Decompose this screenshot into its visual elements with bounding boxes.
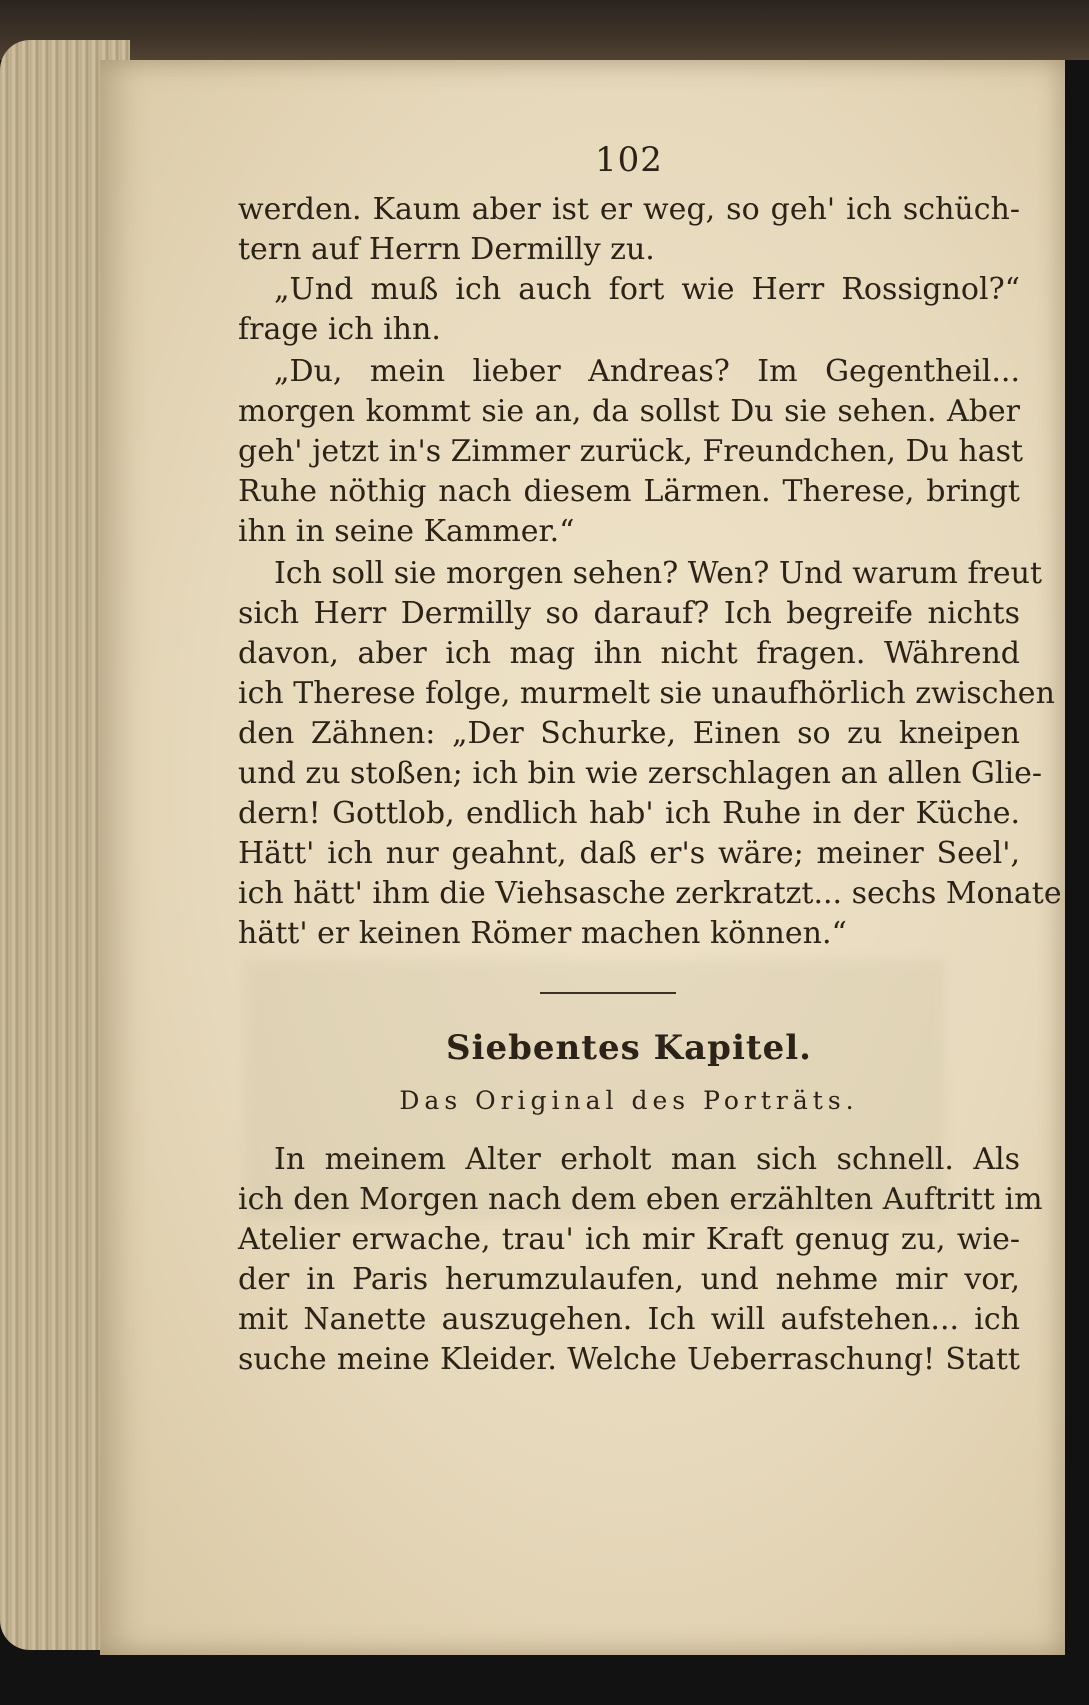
text-line: davon, aber ich mag ihn nicht fragen. Während [238, 636, 1020, 671]
text-line: hätt' er keinen Römer machen können.“ [238, 916, 847, 951]
text-line: mit Nanette auszugehen. Ich will aufstehen... ich [238, 1302, 1020, 1337]
text-line: der in Paris herumzulaufen, und nehme mir vor, [238, 1262, 1020, 1297]
text-line: dern! Gottlob, endlich hab' ich Ruhe in der Küche. [238, 796, 1020, 831]
section-divider [540, 992, 676, 994]
text-line: Ich soll sie morgen sehen? Wen? Und warum freut [274, 556, 1043, 591]
text-line: „Und muß ich auch fort wie Herr Rossignol?“ [274, 272, 1020, 307]
text-line: frage ich ihn. [238, 312, 441, 347]
text-line: ich hätt' ihm die Viehsasche zerkratzt... sechs Monate [238, 876, 1062, 911]
text-line: und zu stoßen; ich bin wie zerschlagen an allen Glie- [238, 756, 1042, 791]
page-number: 102 [595, 140, 663, 180]
chapter-subtitle: Das Original des Porträts. [399, 1086, 859, 1115]
text-line: Ruhe nöthig nach diesem Lärmen. Therese, bringt [238, 474, 1020, 509]
text-line: den Zähnen: „Der Schurke, Einen so zu kneipen [238, 716, 1020, 751]
text-line: sich Herr Dermilly so darauf? Ich begreife nichts [238, 596, 1020, 631]
text-line: ich Therese folge, murmelt sie unaufhörlich zwischen [238, 676, 1055, 711]
text-line: In meinem Alter erholt man sich schnell. Als [274, 1142, 1020, 1177]
text-line: werden. Kaum aber ist er weg, so geh' ich schüch- [238, 192, 1020, 227]
text-line: Atelier erwache, trau' ich mir Kraft genug zu, wie- [238, 1222, 1020, 1257]
text-line: tern auf Herrn Dermilly zu. [238, 232, 655, 267]
chapter-title: Siebentes Kapitel. [446, 1028, 812, 1068]
text-line: geh' jetzt in's Zimmer zurück, Freundchen, Du hast [238, 434, 1024, 469]
text-line: suche meine Kleider. Welche Ueberraschung! Statt [238, 1342, 1020, 1377]
text-line: „Du, mein lieber Andreas? Im Gegentheil... [274, 354, 1020, 389]
text-line: morgen kommt sie an, da sollst Du sie sehen. Aber [238, 394, 1020, 429]
text-line: Hätt' ich nur geahnt, daß er's wäre; meiner Seel', [238, 836, 1020, 871]
book-cover-edge [0, 0, 1089, 60]
text-line: ihn in seine Kammer.“ [238, 514, 575, 549]
text-line: ich den Morgen nach dem eben erzählten Auftritt im [238, 1182, 1043, 1217]
